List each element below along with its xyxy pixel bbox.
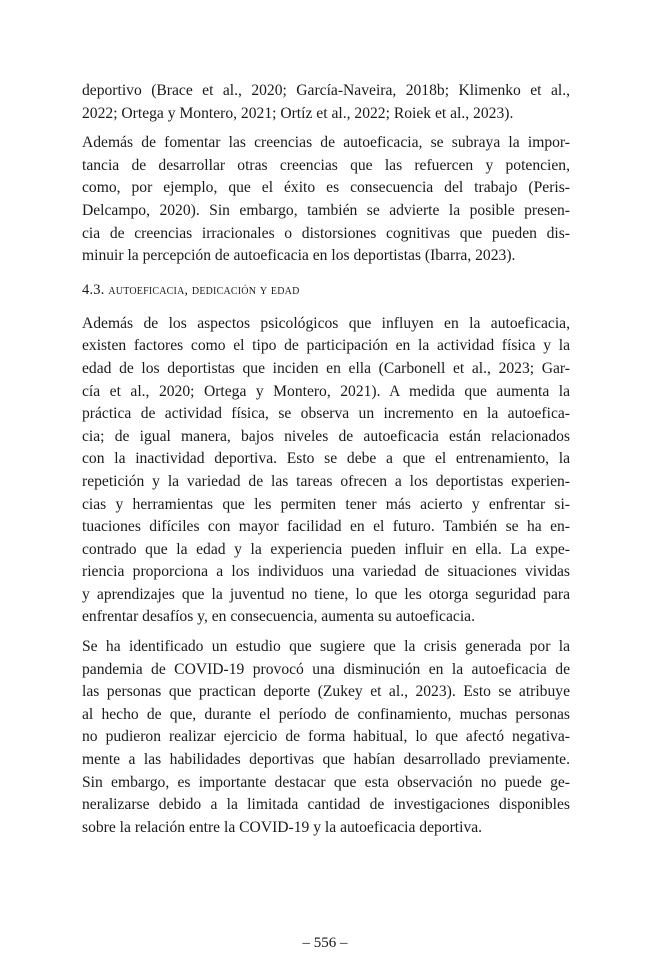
text-line: cias y herramientas que les permiten tener más acierto y enfrentar si- [82, 495, 570, 513]
text-line: con la inactividad deportiva. Esto se debe a que el entrenamiento, la [82, 450, 570, 468]
text-line: Además de los aspectos psicológicos que influyen en la autoeficacia, [82, 314, 570, 332]
section-title: autoeficacia, dedicación y edad [108, 282, 300, 298]
text-line: cia; de igual manera, bajos niveles de autoeficacia están relacionados [82, 427, 570, 445]
text-line: cia de creencias irracionales o distorsiones cognitivas que pueden dis- [82, 224, 570, 242]
text-line: riencia proporciona a los individuos una variedad de situaciones vividas [82, 563, 570, 581]
page-number: – 556 – [302, 935, 348, 951]
text-line: contrado que la edad y la experiencia pueden influir en ella. La expe- [82, 540, 570, 558]
text-line: y aprendizajes que la juventud no tiene, lo que les otorga seguridad para [82, 585, 570, 603]
text-line: pandemia de COVID-19 provocó una disminución en la autoeficacia de [82, 660, 570, 678]
text-line: práctica de actividad física, se observa un incremento en la autoefica- [82, 405, 570, 423]
section-heading [82, 280, 570, 301]
text-line: 2022; Ortega y Montero, 2021; Ortíz et al., 2022; Roiek et al., 2023). [82, 104, 514, 122]
paragraph-continuation [82, 80, 570, 125]
paragraph-beliefs [82, 132, 570, 268]
text-line: Delcampo, 2020). Sin embargo, también se advierte la posible presen- [82, 201, 570, 219]
text-line: las personas que practican deporte (Zukey et al., 2023). Esto se atribuye [82, 683, 570, 701]
text-line: al hecho de que, durante el período de confinamiento, muchas personas [82, 705, 570, 723]
text-line: como, por ejemplo, que el éxito es consecuencia del trabajo (Peris- [82, 179, 570, 197]
text-line: deportivo (Brace et al., 2020; García-Naveira, 2018b; Klimenko et al., [82, 82, 570, 99]
text-line: enfrentar desafíos y, en consecuencia, aumenta su autoeficacia. [82, 608, 475, 626]
text-line: Sin embargo, es importante destacar que esta observación no puede ge- [82, 773, 570, 791]
text-line: Además de fomentar las creencias de autoeficacia, se subraya la impor- [82, 134, 570, 152]
section-number: 4.3. [82, 281, 105, 298]
text-line: cía et al., 2020; Ortega y Montero, 2021). A medida que aumenta la [82, 382, 570, 400]
text-line: mente a las habilidades deportivas que habían desarrollado previamente. [82, 751, 570, 769]
text-line: tancia de desarrollar otras creencias que las refuercen y potencien, [82, 156, 570, 174]
paragraph-covid [82, 636, 570, 839]
text-line: repetición y la variedad de las tareas ofrecen a los deportistas experien- [82, 472, 570, 490]
text-line: tuaciones difíciles con mayor facilidad en el futuro. También se ha en- [82, 518, 570, 536]
text-line: no pudieron realizar ejercicio de forma habitual, lo que afectó negativa- [82, 728, 570, 746]
text-line: neralizarse debido a la limitada cantidad de investigaciones disponibles [82, 796, 570, 814]
page-body [82, 80, 570, 846]
text-line: Se ha identificado un estudio que sugiere que la crisis generada por la [82, 638, 570, 656]
text-line: edad de los deportistas que inciden en ella (Carbonell et al., 2023; Gar- [82, 359, 570, 377]
text-line: existen factores como el tipo de participación en la actividad física y la [82, 337, 570, 355]
text-line: minuir la percepción de autoeficacia en los deportistas (Ibarra, 2023). [82, 247, 516, 265]
paragraph-factors [82, 313, 570, 629]
text-line: sobre la relación entre la COVID-19 y la autoeficacia deportiva. [82, 818, 483, 836]
